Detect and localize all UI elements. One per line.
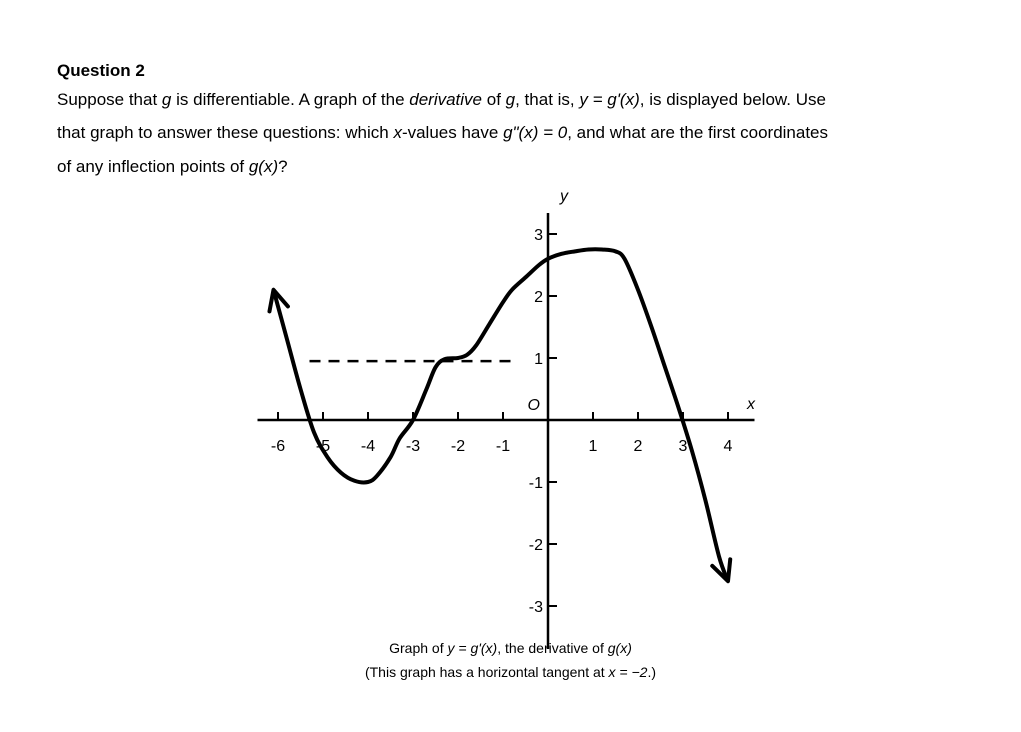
caption-line-2: (This graph has a horizontal tangent at x = −2.) [364,664,657,680]
y-tick-label: -2 [528,537,543,554]
y-tick-label: -1 [528,475,543,492]
y-tick-label: 2 [534,289,543,306]
x-tick-label: 4 [723,438,733,455]
caption-line-1: Graph of y = g'(x), the derivative of g(x) [389,640,632,656]
x-tick-label: -3 [405,438,421,455]
x-tick-label: -6 [270,438,286,455]
derivative-curve [274,249,729,581]
x-tick-label: 2 [633,438,643,455]
y-tick-label: 1 [534,351,543,368]
question-line-1: Suppose that g is differentiable. A graph of the derivative of g, that is, y = g'(x), is displayed below. Use [57,90,826,109]
question-title: Question 2 [57,61,145,80]
x-tick-label: 1 [588,438,598,455]
x-tick-label: -1 [495,438,511,455]
axes [258,213,755,649]
curve [269,249,730,581]
question-line-3: of any inflection points of g(x)? [57,157,288,176]
y-tick-label: 3 [534,227,543,244]
y-tick-label: -3 [528,599,543,616]
x-tick-label: -4 [360,438,376,455]
axis-labels [271,188,756,616]
x-tick-label: 3 [678,438,688,455]
question-line-2: that graph to answer these questions: which x-values have g"(x) = 0, and what are the first coordinates [57,123,829,142]
x-tick-label: -5 [315,438,331,455]
x-axis-label: x [747,396,755,413]
x-tick-label: -2 [450,438,466,455]
origin-label: O [527,397,540,414]
y-axis-label: y [560,188,568,205]
